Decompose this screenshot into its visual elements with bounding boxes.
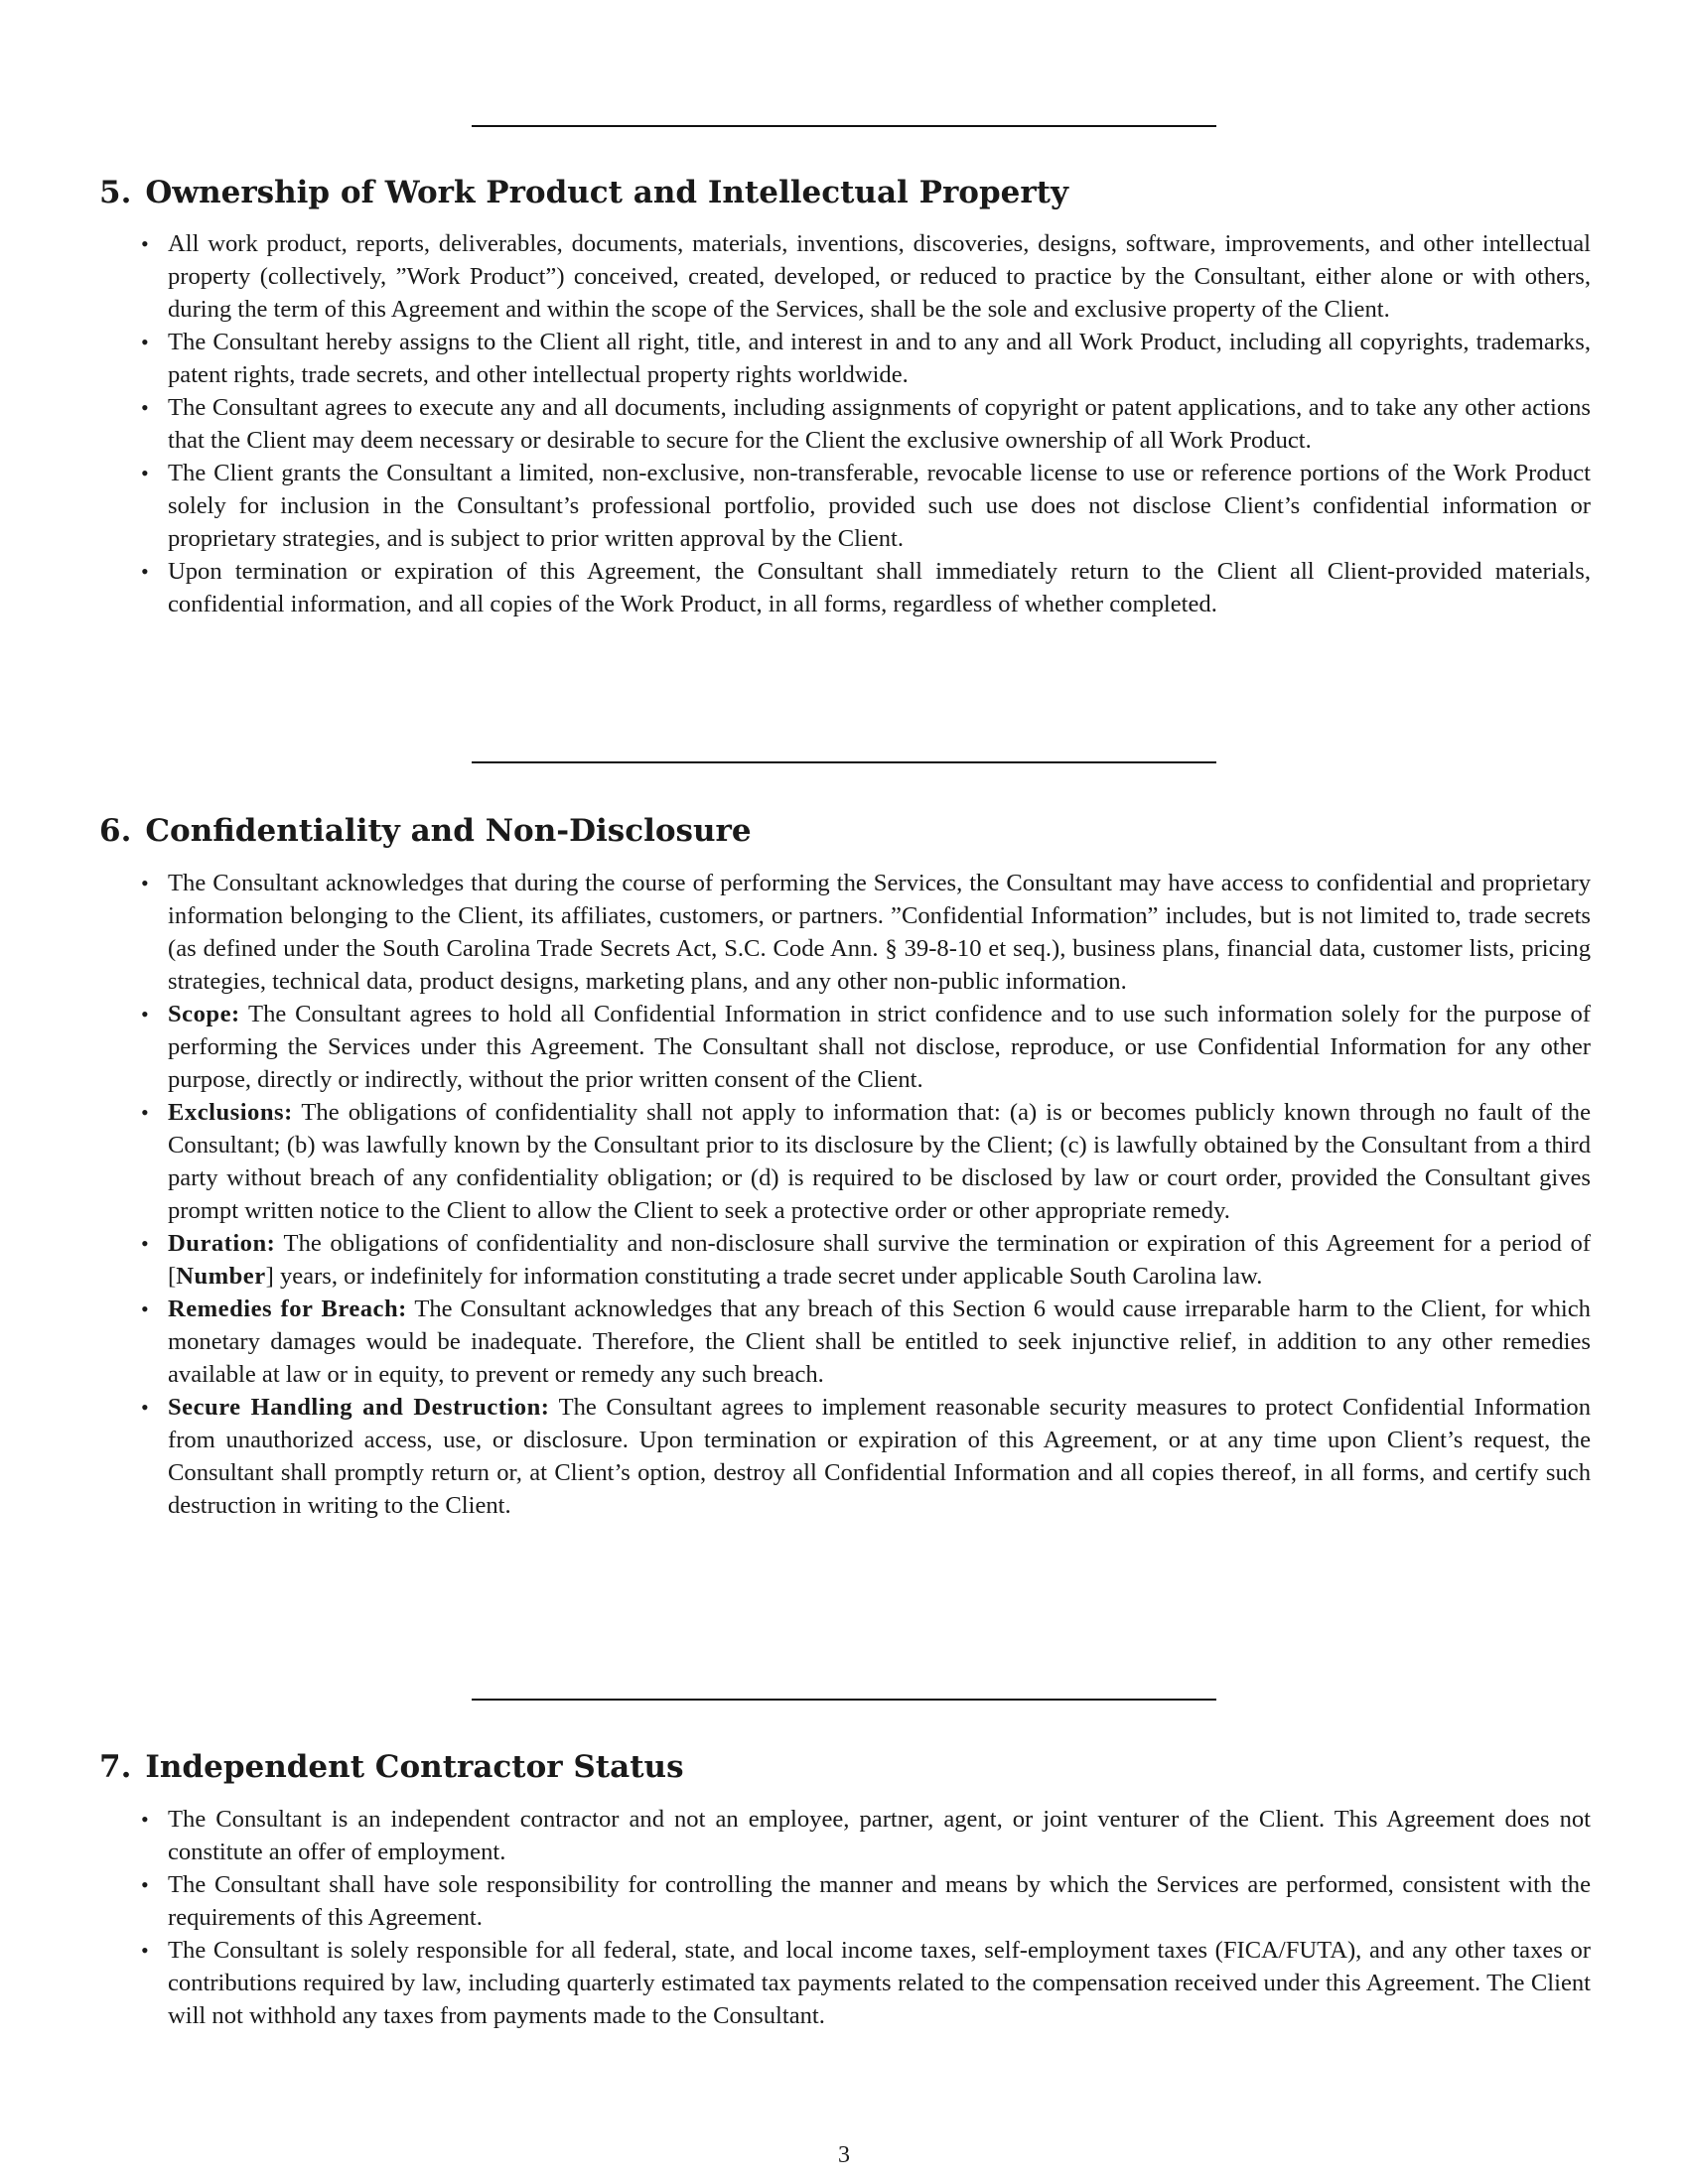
bullet-icon: •: [141, 1938, 149, 1963]
list-item: [141, 1391, 1591, 1522]
bullet-icon: •: [141, 330, 149, 354]
list-item: [141, 1934, 1591, 2032]
bullet-icon: •: [141, 1807, 149, 1832]
list-item: [141, 1096, 1591, 1227]
item-text: The Consultant acknowledges that during the course of performing the Services, the Consultant may have access to confidential and proprietary information belonging to the Client, its affiliates, customers, or partners. ”Confidential Information” includes, but is not limited to, trade secrets (as defined under the South Carolina Trade Secrets Act, S.C. Code Ann. § 39-8-10 et seq.), business plans, financial data, customer lists, pricing strategies, technical data, product designs, marketing plans, and any other non-public information.: [168, 870, 1591, 995]
list-item: [141, 326, 1591, 391]
page-number: 3: [838, 2142, 850, 2168]
list-item: [141, 457, 1591, 555]
list-item: [141, 1227, 1591, 1293]
item-text: All work product, reports, deliverables, documents, materials, inventions, discoveries, designs, software, improvements, and other intellectual property (collectively, ”Work Product”) conceived, created, developed, or reduced to practice by the Consultant, either alone or with others, during the term of this Agreement and within the scope of the Services, shall be the sole and exclusive property of the Client.: [168, 230, 1591, 323]
section-number: 7.: [99, 1749, 132, 1785]
list-item: [141, 1803, 1591, 1868]
item-text: The obligations of confidentiality shall not apply to information that: (a) is or becomes publicly known through no fault of the Consultant; (b) was lawfully known by the Consultant prior to its disclosure by the Client; (c) is lawfully obtained by the Consultant from a third party without breach of any confidentiality obligation; or (d) is required to be disclosed by law or court order, provided the Consultant gives prompt written notice to the Client to allow the Client to seek a protective order or other appropriate remedy.: [168, 1099, 1591, 1224]
section-divider: [472, 761, 1216, 763]
section-7-list: [0, 1803, 1591, 2032]
item-text: The Consultant hereby assigns to the Client all right, title, and interest in and to any and all Work Product, including all copyrights, trademarks, patent rights, trade secrets, and other intellectual property rights worldwide.: [168, 329, 1591, 388]
item-text: The Consultant shall have sole responsibility for controlling the manner and means by which the Services are performed, consistent with the requirements of this Agreement.: [168, 1871, 1591, 1931]
bullet-icon: •: [141, 231, 149, 256]
item-label: Scope:: [168, 1001, 240, 1027]
placeholder-number: Number: [176, 1263, 266, 1290]
bullet-icon: •: [141, 395, 149, 420]
item-text: The Consultant acknowledges that any breach of this Section 6 would cause irreparable harm to the Client, for which monetary damages would be inadequate. Therefore, the Client shall be entitled to seek injunctive relief, in addition to any other remedies available at law or in equity, to prevent or remedy any such breach.: [168, 1296, 1591, 1388]
item-text: Upon termination or expiration of this Agreement, the Consultant shall immediately return to the Client all Client-provided materials, confidential information, and all copies of the Work Product, in all forms, regardless of whether completed.: [168, 558, 1591, 617]
list-item: [141, 998, 1591, 1096]
bullet-icon: •: [141, 1395, 149, 1420]
item-text: The Consultant is an independent contractor and not an employee, partner, agent, or joint venturer of the Client. This Agreement does not constitute an offer of employment.: [168, 1806, 1591, 1865]
section-number: 5.: [99, 175, 132, 210]
bullet-icon: •: [141, 1297, 149, 1321]
item-text: ] years, or indefinitely for information constituting a trade secret under applicable South Carolina law.: [265, 1263, 1263, 1290]
item-text: The Consultant agrees to hold all Confidential Information in strict confidence and to use such information solely for the purpose of performing the Services under this Agreement. The Consultant shall not disclose, reproduce, or use Confidential Information for any other purpose, directly or indirectly, without the prior written consent of the Client.: [168, 1001, 1591, 1093]
section-divider: [472, 125, 1216, 127]
bullet-icon: •: [141, 1231, 149, 1256]
section-5-list: [0, 227, 1591, 620]
bullet-icon: •: [141, 871, 149, 895]
bullet-icon: •: [141, 1872, 149, 1897]
item-label: Remedies for Breach:: [168, 1296, 407, 1322]
item-label: Secure Handling and Destruction:: [168, 1394, 550, 1421]
list-item: [141, 1868, 1591, 1934]
section-number: 6.: [99, 813, 132, 849]
section-title: Independent Contractor Status: [145, 1749, 684, 1785]
bullet-icon: •: [141, 461, 149, 485]
section-title: Confidentiality and Non-Disclosure: [145, 813, 752, 849]
list-item: [141, 227, 1591, 326]
item-text: The Consultant agrees to execute any and all documents, including assignments of copyright or patent applications, and to take any other actions that the Client may deem necessary or desirable to secure for the Client the exclusive ownership of all Work Product.: [168, 394, 1591, 454]
list-item: [141, 867, 1591, 998]
section-6-heading: [99, 811, 752, 851]
section-7-heading: [99, 1747, 684, 1787]
list-item: [141, 391, 1591, 457]
bullet-icon: •: [141, 559, 149, 584]
item-text: The Consultant agrees to implement reasonable security measures to protect Confidential Information from unauthorized access, use, or disclosure. Upon termination or expiration of this Agreement, or at any time upon Client’s request, the Consultant shall promptly return or, at Client’s option, destroy all Confidential Information and all copies thereof, in all forms, and certify such destruction in writing to the Client.: [168, 1394, 1591, 1519]
item-label: Duration:: [168, 1230, 276, 1257]
item-text: The obligations of confidentiality and non-disclosure shall survive the termination or expiration of this Agreement for a period of [: [168, 1230, 1591, 1290]
item-text: The Consultant is solely responsible for all federal, state, and local income taxes, self-employment taxes (FICA/FUTA), and any other taxes or contributions required by law, including quarterly estimated tax payments related to the compensation received under this Agreement. The Client will not withhold any taxes from payments made to the Consultant.: [168, 1937, 1591, 2029]
list-item: [141, 1293, 1591, 1391]
section-divider: [472, 1699, 1216, 1701]
section-6-list: [0, 867, 1591, 1522]
section-5-heading: [99, 173, 1068, 212]
item-text: The Client grants the Consultant a limited, non-exclusive, non-transferable, revocable license to use or reference portions of the Work Product solely for inclusion in the Consultant’s professional portfolio, provided such use does not disclose Client’s confidential information or proprietary strategies, and is subject to prior written approval by the Client.: [168, 460, 1591, 552]
bullet-icon: •: [141, 1002, 149, 1026]
item-label: Exclusions:: [168, 1099, 293, 1126]
list-item: [141, 555, 1591, 620]
bullet-icon: •: [141, 1100, 149, 1125]
section-title: Ownership of Work Product and Intellectual Property: [145, 175, 1069, 210]
